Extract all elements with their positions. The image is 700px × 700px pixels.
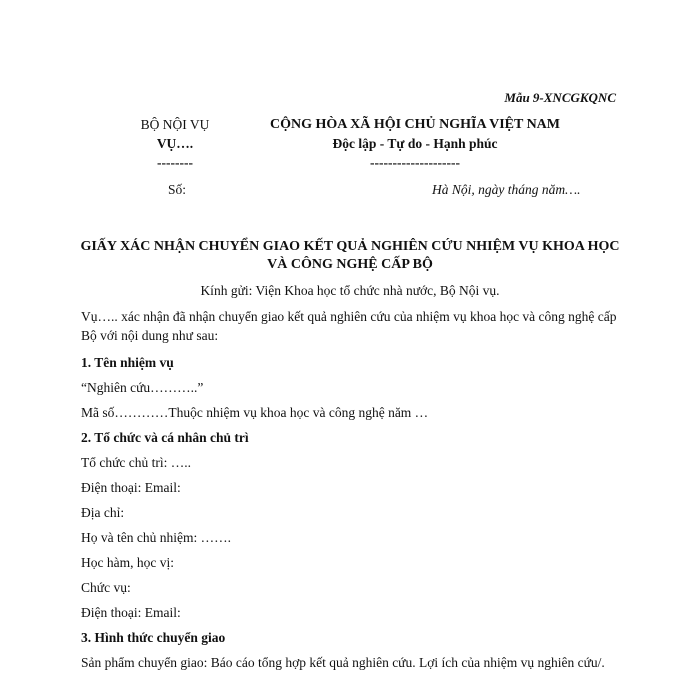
- phone-email-line: Điện thoại: Email:: [81, 480, 181, 495]
- department-name: VỤ….: [156, 136, 194, 151]
- ministry-name: BỘ NỘI VỤ: [140, 117, 210, 132]
- left-divider: --------: [157, 155, 193, 170]
- document-body: [81, 307, 621, 675]
- nation-name: CỘNG HÒA XÃ HỘI CHỦ NGHĨA VIỆT NAM: [269, 117, 560, 132]
- transfer-product-line: Sản phẩm chuyển giao: Báo cáo tổng hợp kết quả nghiên cứu. Lợi ích của nhiệm vụ nghiên cứu/.: [81, 655, 605, 670]
- leader-name-line: Họ và tên chủ nhiệm: …….: [81, 530, 231, 545]
- address-line: Địa chỉ:: [81, 505, 125, 520]
- right-divider: --------------------: [370, 155, 460, 170]
- document-title: [60, 238, 640, 274]
- leader-phone-email-line: Điện thoại: Email:: [81, 605, 181, 620]
- academic-title-line: Học hàm, học vị:: [81, 555, 174, 570]
- right-header: [260, 115, 570, 172]
- national-motto: Độc lập - Tự do - Hạnh phúc: [332, 136, 498, 151]
- document-number-label: Số:: [168, 182, 187, 197]
- host-organization-line: Tổ chức chủ trì: …..: [81, 455, 192, 470]
- section-1-heading: 1. Tên nhiệm vụ: [81, 355, 174, 370]
- recipient-line: Kính gửi: Viện Khoa học tổ chức nhà nước, Bộ Nội vụ.: [200, 283, 500, 298]
- form-code: Mẫu 9-XNCGKQNC: [504, 90, 616, 105]
- position-line: Chức vụ:: [81, 580, 131, 595]
- place-date: Hà Nội, ngày tháng năm….: [432, 182, 581, 197]
- left-header: [120, 115, 230, 172]
- section-2-heading: 2. Tổ chức và cá nhân chủ trì: [81, 430, 249, 445]
- title-line-2: VÀ CÔNG NGHỆ CẤP BỘ: [267, 257, 433, 272]
- title-line-1: GIẤY XÁC NHẬN CHUYỂN GIAO KẾT QUẢ NGHIÊN CỨU NHIỆM VỤ KHOA HỌC: [80, 239, 620, 254]
- intro-paragraph: Vụ….. xác nhận đã nhận chuyển giao kết quả nghiên cứu của nhiệm vụ khoa học và công nghệ cấp Bộ với nội dung như sau:: [81, 309, 617, 343]
- task-name-line: “Nghiên cứu………..”: [81, 380, 204, 395]
- section-3-heading: 3. Hình thức chuyển giao: [81, 630, 226, 645]
- task-code-line: Mã số…………Thuộc nhiệm vụ khoa học và công nghệ năm …: [81, 405, 429, 420]
